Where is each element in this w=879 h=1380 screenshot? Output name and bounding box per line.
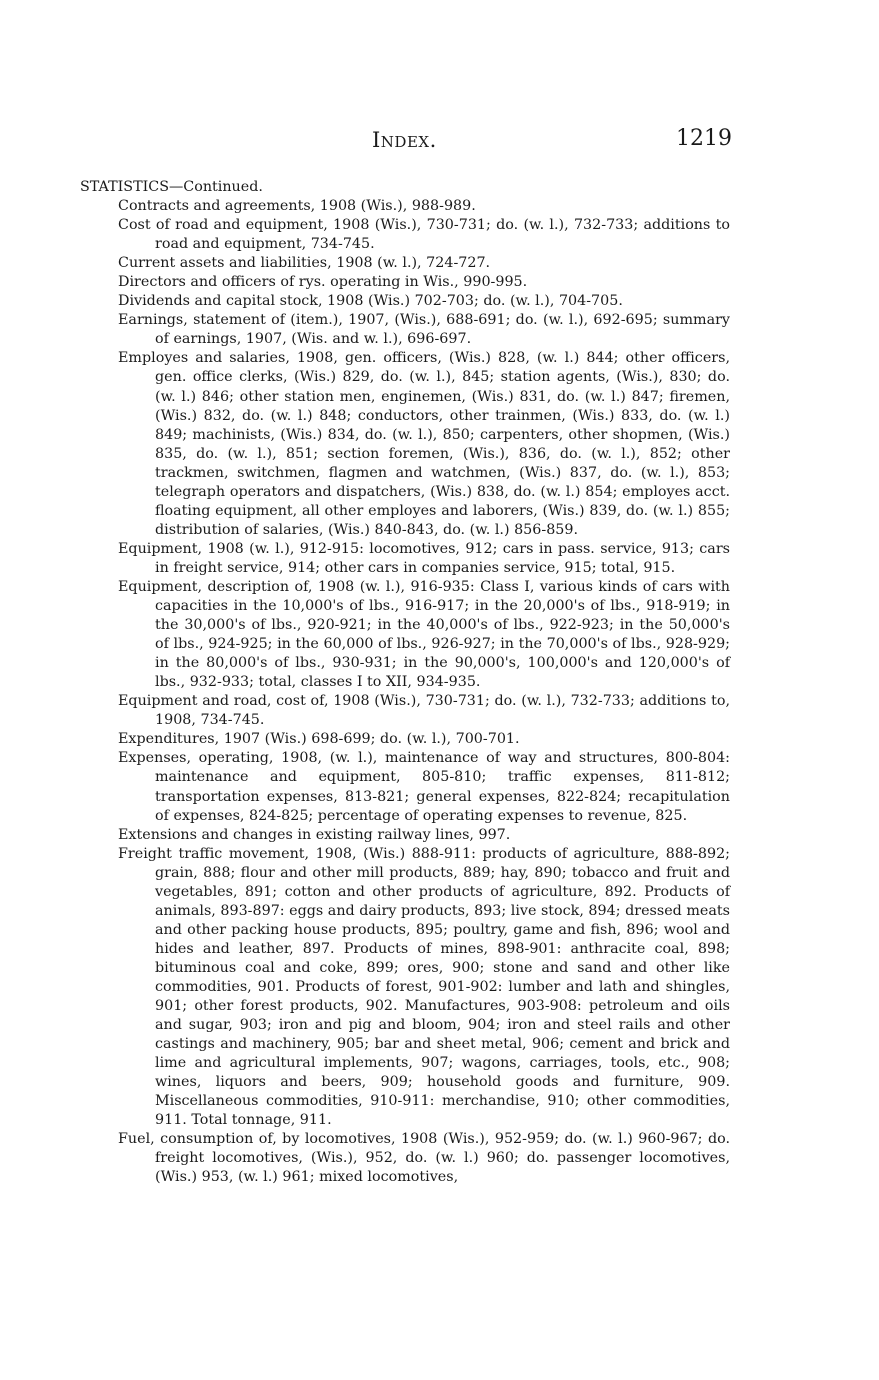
page-number: 1219 <box>676 126 732 151</box>
index-entry: Equipment, description of, 1908 (w. l.), 916-935: Class I, various kinds of cars with capacities in the 10,000's of lbs., 916-917; in the 20,000's of lbs., 918-919; in the 30,000's of lbs., 920-921; in the 40,000's of lbs., 922-923; in the 50,000's of lbs., 924-925; in the 60,000 of lbs., 926-927; in the 70,000's of lbs., 928-929; in the 80,000's of lbs., 930-931; in the 90,000's, 100,000's and 120,000's of lbs., 932-933; total, classes I to XII, 934-935. <box>118 578 730 691</box>
index-entry: Contracts and agreements, 1908 (Wis.), 988-989. <box>118 198 476 215</box>
index-entry: Employes and salaries, 1908, gen. officers, (Wis.) 828, (w. l.) 844; other officers, gen. office clerks, (Wis.) 829, do. (w. l.), 845; station agents, (Wis.), 830; do. (w. l.) 846; other station men, enginemen, (Wis.) 831, do. (w. l.) 847; firemen, (Wis.) 832, do. (w. l.) 848; conductors, other trainmen, (Wis.) 833, do. (w. l.) 849; machinists, (Wis.) 834, do. (w. l.), 850; carpenters, other shopmen, (Wis.) 835, do. (w. l.), 851; section foremen, (Wis.), 836, do. (w. l.), 852; other trackmen, switchmen, flagmen and watchmen, (Wis.) 837, do. (w. l.), 853; telegraph operators and dispatchers, (Wis.) 838, do. (w. l.) 854; employes acct. floating equipment, all other employes and laborers, (Wis.) 839, do. (w. l.) 855; distribution of salaries, (Wis.) 840-843, do. (w. l.) 856-859. <box>118 350 730 538</box>
index-entry: Freight traffic movement, 1908, (Wis.) 888-911: products of agriculture, 888-892; grain, 888; flour and other mill products, 889; hay, 890; tobacco and fruit and vegetables, 891; cotton and other products of agriculture, 892. Products of animals, 893-897: eggs and dairy products, 893; live stock, 894; dressed meats and other packing house products, 895; poultry, game and fish, 896; wool and hides and leather, 897. Products of mines, 898-901: anthracite coal, 898; bituminous coal and coke, 899; ores, 900; stone and sand and other like commodities, 901. Products of forest, 901-902: lumber and lath and shingles, 901; other forest products, 902. Manufactures, 903-908: petroleum and oils and sugar, 903; iron and pig and bloom, 904; iron and steel rails and other castings and machinery, 905; bar and sheet metal, 906; cement and brick and lime and agricultural implements, 907; wagons, carriages, tools, etc., 908; wines, liquors and beers, 909; household goods and furniture, 909. Miscellaneous commodities, 910-911: merchandise, 910; other commodities, 911. Total tonnage, 911. <box>118 845 730 1129</box>
section-heading: STATISTICS—Continued. <box>80 179 263 195</box>
index-entry: Expenditures, 1907 (Wis.) 698-699; do. (w. l.), 700-701. <box>118 731 520 748</box>
page-header <box>120 128 732 158</box>
index-entry: Equipment and road, cost of, 1908 (Wis.), 730-731; do. (w. l.), 732-733; additions to, 1908, 734-745. <box>118 693 730 729</box>
index-entry: Extensions and changes in existing railway lines, 997. <box>118 826 511 843</box>
index-entry: Expenses, operating, 1908, (w. l.), maintenance of way and structures, 800-804: maintenance and equipment, 805-810; traffic expenses, 811-812; transportation expenses, 813-821; general expenses, 822-824; recapitulation of expenses, 824-825; percentage of operating expenses to revenue, 825. <box>118 750 730 824</box>
index-content <box>80 178 730 1187</box>
running-title: Index. <box>372 128 437 152</box>
index-entry: Equipment, 1908 (w. l.), 912-915: locomotives, 912; cars in pass. service, 913; cars in freight service, 914; other cars in companies service, 915; total, 915. <box>118 540 730 576</box>
index-entry: Dividends and capital stock, 1908 (Wis.) 702-703; do. (w. l.), 704-705. <box>118 293 623 310</box>
index-entry: Fuel, consumption of, by locomotives, 1908 (Wis.), 952-959; do. (w. l.) 960-967; do. freight locomotives, (Wis.), 952, do. (w. l.) 960; do. passenger locomotives, (Wis.) 953, (w. l.) 961; mixed locomotives, <box>118 1131 730 1186</box>
index-entry: Current assets and liabilities, 1908 (w. l.), 724-727. <box>118 255 491 272</box>
index-entry: Cost of road and equipment, 1908 (Wis.), 730-731; do. (w. l.), 732-733; additions to road and equipment, 734-745. <box>118 217 730 253</box>
index-entry: Earnings, statement of (item.), 1907, (Wis.), 688-691; do. (w. l.), 692-695; summary of earnings, 1907, (Wis. and w. l.), 696-697. <box>118 312 730 348</box>
index-entry: Directors and officers of rys. operating in Wis., 990-995. <box>118 274 528 291</box>
